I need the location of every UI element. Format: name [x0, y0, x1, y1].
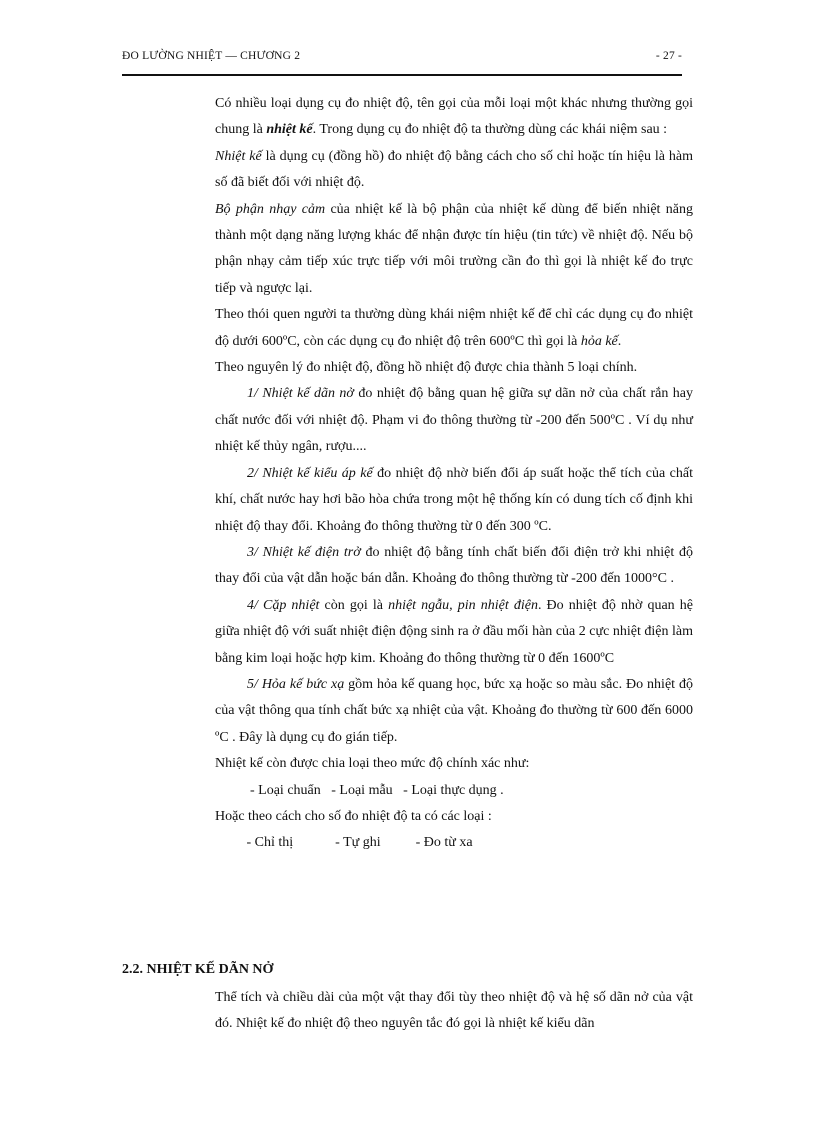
- main-text: [215, 91, 693, 857]
- text-run: Theo thói quen người ta thường dùng khái niệm nhiệt kế để chỉ các dụng cụ đo nhiệt độ dưới 600ºC, còn các dụng cụ đo nhiệt độ trên 600ºC thì gọi là: [215, 307, 693, 349]
- chapter-title: ĐO LƯỜNG NHIỆT — CHƯƠNG 2: [122, 50, 301, 62]
- item-text: còn gọi là: [319, 597, 389, 613]
- paragraph-output-types: Hoặc theo cách cho số đo nhiệt độ ta có các loại :: [215, 808, 492, 824]
- text-run: . Trong dụng cụ đo nhiệt độ ta thường dùng các khái niệm sau :: [312, 122, 668, 138]
- item-title: 4/ Cặp nhiệt: [247, 597, 320, 613]
- item-title: 2/ Nhiệt kế kiểu áp kế: [247, 465, 373, 481]
- list-item-5: [215, 672, 693, 751]
- page-number: - 27 -: [655, 50, 682, 62]
- term-nhiet-ke: nhiệt kế: [266, 122, 313, 138]
- term-bo-phan-nhay-cam: Bộ phận nhạy cảm: [215, 201, 326, 217]
- text-run: .: [617, 333, 622, 349]
- item-text: đo nhiệt độ bằng tính chất biến đổi điện trở khi nhiệt độ thay đổi của vật dẫn hoặc bán dẫn. Khoảng đo thông thường từ -200 đến 1000°C .: [215, 544, 693, 587]
- item-title: 5/ Hỏa kế bức xạ: [247, 676, 345, 692]
- item-term: nhiệt ngẫu, pin nhiệt điện: [388, 597, 538, 613]
- section-heading: 2.2. NHIỆT KẾ DÃN NỞ: [122, 962, 274, 977]
- item-title: 1/ Nhiệt kế dãn nở: [247, 386, 354, 402]
- paragraph-definition-nhiet-ke: [215, 144, 693, 197]
- paragraph-intro: [215, 91, 693, 144]
- paragraph-definition-bo-phan: [215, 197, 693, 303]
- term-nhiet-ke-italic: Nhiệt kế: [215, 148, 262, 164]
- paragraph-expansion: Thể tích và chiều dài của một vật thay đổi tùy theo nhiệt độ và hệ số dãn nở của vật đó. Nhiệt kế đo nhiệt độ theo nguyên tắc đó gọi là nhiệt kế kiểu dãn: [215, 990, 693, 1032]
- output-types: - Chỉ thị - Tự ghi - Đo từ xa: [215, 835, 473, 851]
- accuracy-types: - Loại chuẩn - Loại mẫu - Loại thực dụng .: [215, 782, 504, 798]
- header-rule: [122, 74, 682, 76]
- term-hoa-ke: hỏa kế: [580, 333, 618, 349]
- text-run: của nhiệt kế là bộ phận của nhiệt kế dùng để biến nhiệt năng thành một dạng năng lượng khác để nhận được tín hiệu (tin tức) về nhiệt độ. Nếu bộ phận nhạy cảm tiếp xúc trực tiếp với môi trường cần đo thì gọi là nhiệt kế đo trực tiếp và ngược lại.: [215, 201, 693, 296]
- section-text: [215, 985, 693, 1038]
- paragraph-classification: Theo nguyên lý đo nhiệt độ, đồng hồ nhiệt độ được chia thành 5 loại chính.: [215, 360, 638, 376]
- paragraph-hoa-ke: [215, 302, 693, 355]
- list-item-4: [215, 593, 693, 672]
- item-text: đo nhiệt độ bằng quan hệ giữa sự dãn nở của chất rắn hay chất nước đối với nhiệt độ. Phạm vi đo thông thường từ -200 đến 500ºC . Ví dụ như nhiệt kế thủy ngân, rượu....: [215, 386, 693, 455]
- paragraph-accuracy: Nhiệt kế còn được chia loại theo mức độ chính xác như:: [215, 756, 530, 772]
- text-run: là dụng cụ (đồng hồ) đo nhiệt độ bằng cách cho số chỉ hoặc tín hiệu là hàm số đã biết đối với nhiệt độ.: [215, 148, 693, 191]
- list-item-3: [215, 540, 693, 593]
- item-title: 3/ Nhiệt kế điện trở: [247, 544, 361, 560]
- item-text: . Đo nhiệt độ nhờ quan hệ giữa nhiệt độ với suất nhiệt điện động sinh ra ở đầu mối hàn của 2 cực nhiệt điện làm bằng kim loại hoặc hợp kim. Khoảng đo thông thường từ 0 đến 1600ºC: [215, 597, 693, 666]
- list-item-2: [215, 461, 693, 540]
- page-header: [122, 50, 682, 70]
- item-text: đo nhiệt độ nhờ biến đổi áp suất hoặc thể tích của chất khí, chất nước hay hơi bão hòa chứa trong một hệ thống kín có dung tích cố định khi nhiệt độ thay đổi. Khoảng đo thông thường từ 0 đến 300 ºC.: [215, 465, 693, 534]
- item-text: gồm hỏa kế quang học, bức xạ hoặc so màu sắc. Đo nhiệt độ của vật thông qua tính chất bức xạ nhiệt của vật. Khoảng đo thường từ 600 đến 6000 ºC . Đây là dụng cụ đo gián tiếp.: [215, 676, 693, 745]
- list-item-1: [215, 381, 693, 460]
- text-run: Có nhiều loại dụng cụ đo nhiệt độ, tên gọi của mỗi loại một khác nhưng thường gọi chung là: [215, 96, 693, 138]
